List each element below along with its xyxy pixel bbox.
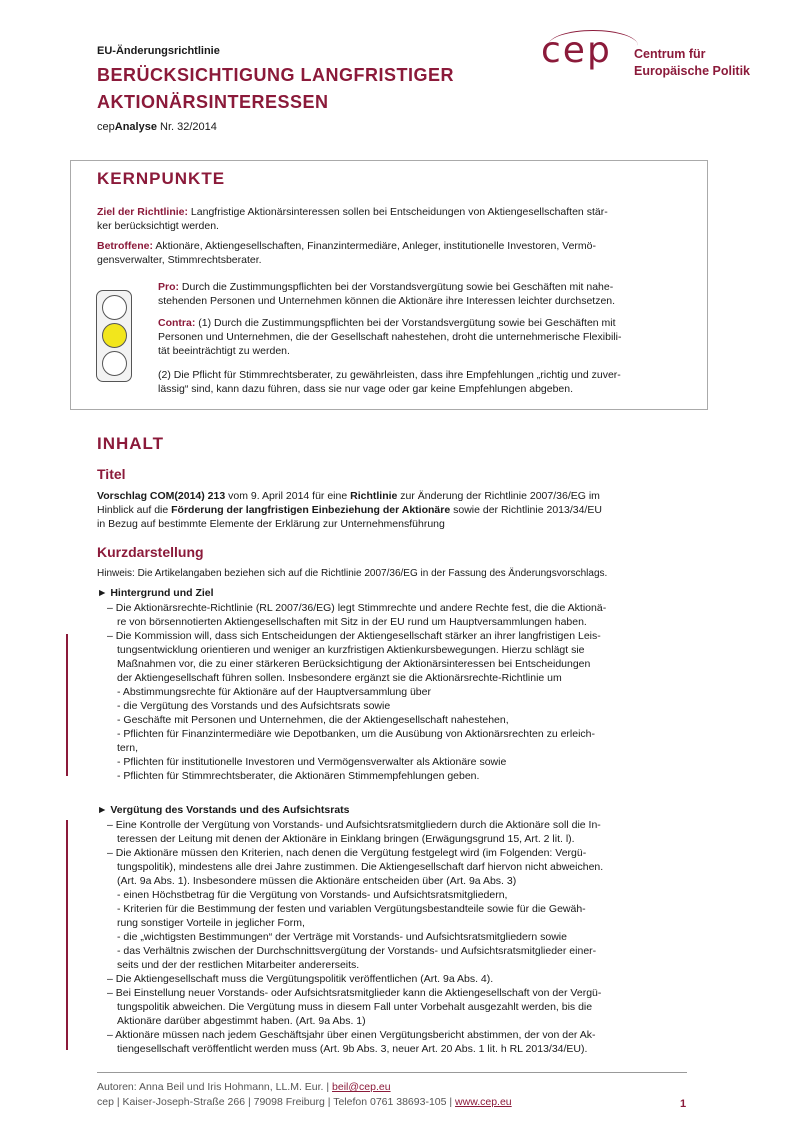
kernpunkte-heading: KERNPUNKTE bbox=[97, 169, 226, 188]
list-line: – Die Aktiengesellschaft muss die Vergütungspolitik veröffentlichen (Art. 9a Abs. 4). bbox=[107, 973, 494, 985]
list-line: – Bei Einstellung neuer Vorstands- oder Aufsichtsratsmitglieder kann die Aktiengesellschaft von der Vergü- bbox=[107, 987, 602, 999]
list-line: Aktionäre darüber abgestimmt haben. (Art. 9a Abs. 1) bbox=[117, 1015, 366, 1027]
list-line: der Aktiengesellschaft führen sollen. Insbesondere ergänzt sie die Aktionärsrechte-Richtlinie um bbox=[117, 672, 562, 684]
kurzdarstellung-heading: Kurzdarstellung bbox=[97, 544, 204, 560]
contra2-paragraph: (2) Die Pflicht für Stimmrechtsberater, zu gewährleisten, dass ihre Empfehlungen „richtig und zuver- lässig“ sind, kann dazu führen, dass sie nur vage oder gar keine Empfehlungen abgeben. bbox=[158, 369, 621, 395]
cep-logo: cep bbox=[541, 30, 612, 71]
verguetung-list bbox=[107, 818, 687, 1056]
list-line: - die Vergütung des Vorstands und des Aufsichtsrats sowie bbox=[117, 700, 391, 712]
titel-heading: Titel bbox=[97, 466, 126, 482]
footer-divider bbox=[97, 1072, 687, 1073]
list-line: - einen Höchstbetrag für die Vergütung von Vorstands- und Aufsichtsratsmitgliedern, bbox=[117, 889, 508, 901]
pro-paragraph: Pro: Durch die Zustimmungspflichten bei der Vorstandsvergütung sowie bei Geschäften mit nahe- stehenden Personen und Unternehmen können die Aktionäre ihre Interessen leichter durchsetzen. bbox=[158, 281, 616, 307]
list-line: tungsentwicklung orientieren und weniger an kurzfristigen Aktienkursbewegungen. Hierzu schlägt sie bbox=[117, 644, 585, 656]
list-line: re von börsennotierten Aktiengesellschaften mit Sitz in der EU rund um Hauptversammlungen haben. bbox=[117, 616, 587, 628]
list-line: - Kriterien für die Bestimmung der festen und variablen Vergütungsbestandteile sowie für die Gewäh- bbox=[117, 903, 586, 915]
list-line: - Abstimmungsrechte für Aktionäre auf der Hauptversammlung über bbox=[117, 686, 431, 698]
list-line: - Geschäfte mit Personen und Unternehmen, die der Aktiengesellschaft nahestehen, bbox=[117, 714, 509, 726]
logo-name: Centrum für Europäische Politik bbox=[634, 47, 751, 78]
list-line: – Aktionäre müssen nach jedem Geschäftsjahr über einen Vergütungsbericht abstimmen, der von der Ak- bbox=[107, 1029, 596, 1041]
section-verguetung: ► Vergütung des Vorstands und des Aufsichtsrats bbox=[97, 804, 350, 816]
list-line: – Die Aktionäre müssen den Kriterien, nach denen die Vergütung festgelegt wird (im Folgenden: Vergü- bbox=[107, 847, 587, 859]
list-line: teressen der Leitung mit denen der Aktionäre in Einklang bringen (Erwägungsgrund 15, Art. 2 lit. l). bbox=[117, 833, 575, 845]
list-line: - das Verhältnis zwischen der Durchschnittsvergütung der Vorstands- und Aufsichtsratsmitglieder einer- bbox=[117, 945, 597, 957]
list-line: – Die Kommission will, dass sich Entscheidungen der Aktiengesellschaft stärker an ihrer langfristigen Leis- bbox=[107, 630, 601, 642]
footer: Autoren: Anna Beil und Iris Hohmann, LL.M. Eur. | beil@cep.eu cep | Kaiser-Joseph-Straße 266 | 79098 Freiburg | Telefon 0761 38693-105 | www.cep.eu bbox=[97, 1081, 512, 1108]
section-hintergrund: ► Hintergrund und Ziel bbox=[97, 587, 214, 599]
list-line: - die „wichtigsten Bestimmungen“ der Verträge mit Vorstands- und Aufsichtsratsmitgliedern sowie bbox=[117, 931, 567, 943]
list-line: seits und der der restlichen Mitarbeiter andererseits. bbox=[117, 959, 360, 971]
inhalt-heading: INHALT bbox=[97, 434, 165, 453]
page-number: 1 bbox=[680, 1098, 687, 1110]
list-line: tiengesellschaft veröffentlicht werden muss (Art. 9b Abs. 3, neuer Art. 20 Abs. 1 lit. h RL 2013/34/EU). bbox=[117, 1043, 588, 1055]
list-line: - Pflichten für institutionelle Investoren und Vermögensverwalter als Aktionäre sowie bbox=[117, 756, 507, 768]
list-line: Maßnahmen vor, die zu einer stärkeren Berücksichtigung der Aktionärsinteressen bei Entscheidungen bbox=[117, 658, 591, 670]
traffic-light-middle bbox=[102, 323, 127, 348]
document-type: EU-Änderungsrichtlinie bbox=[97, 45, 220, 57]
hintergrund-list bbox=[107, 601, 687, 783]
list-line: - Pflichten für Stimmrechtsberater, die Aktionären Stimmempfehlungen geben. bbox=[117, 770, 480, 782]
ziel-paragraph: Ziel der Richtlinie: Langfristige Aktionärsinteressen sollen bei Entscheidungen von Aktiengesellschaften stär- ker berücksichtigt werden. bbox=[97, 206, 608, 232]
list-line: - Pflichten für Finanzintermediäre wie Depotbanken, um die Ausübung von Aktionärsrechten zu erleich- bbox=[117, 728, 596, 740]
list-line: (Art. 9a Abs. 1). Insbesondere müssen die Aktionäre entscheiden über (Art. 9a Abs. 3) bbox=[117, 875, 517, 887]
document-title: BERÜCKSICHTIGUNG LANGFRISTIGER AKTIONÄRSINTERESSEN bbox=[97, 65, 454, 112]
website-link[interactable]: www.cep.eu bbox=[455, 1096, 512, 1108]
list-line: tungspolitik), mindestens alle drei Jahre zustimmen. Die Aktiengesellschaft darf hiervon nicht abweichen. bbox=[117, 861, 604, 873]
betroffene-paragraph: Betroffene: Aktionäre, Aktiengesellschaften, Finanzintermediäre, Anleger, institutionelle Investoren, Vermö- gensverwalter, Stimmrechtsberater. bbox=[97, 240, 597, 266]
list-line: – Die Aktionärsrechte-Richtlinie (RL 2007/36/EG) legt Stimmrechte und andere Rechte fest, die die Aktionä- bbox=[107, 602, 607, 614]
traffic-light-top bbox=[102, 295, 127, 320]
list-line: rung sonstiger Vorteile in jeglicher Form, bbox=[117, 917, 305, 929]
titel-text: Vorschlag COM(2014) 213 vom 9. April 2014 für eine Richtlinie zur Änderung der Richtlinie 2007/36/EG im Hinblick auf die Förderung der langfristigen Einbeziehung der Aktionäre sowie der Richtlinie 2013/34/EU in Bezug auf bestimmte Elemente der Erklärung zur Unternehmensführung bbox=[97, 490, 602, 530]
email-link[interactable]: beil@cep.eu bbox=[332, 1081, 391, 1093]
contra-paragraph: Contra: (1) Durch die Zustimmungspflichten bei der Vorstandsvergütung sowie bei Geschäften mit Personen und Unternehmen, die der Gesellschaft nahestehen, droht die unternehmerische Flexibili- tät beeinträchtigt zu werden. bbox=[158, 317, 622, 357]
analysis-number: cepAnalyse Nr. 32/2014 bbox=[97, 121, 217, 133]
traffic-light-icon bbox=[96, 290, 132, 382]
margin-marker-2 bbox=[66, 820, 68, 1050]
traffic-light-bottom bbox=[102, 351, 127, 376]
margin-marker bbox=[66, 634, 68, 776]
list-line: tungspolitik abweichen. Die Vergütung muss in diesem Fall unter Vorbehalt ausgezahlt werden, bis die bbox=[117, 1001, 593, 1013]
list-line: – Eine Kontrolle der Vergütung von Vorstands- und Aufsichtsratsmitgliedern durch die Aktionäre soll die In- bbox=[107, 819, 601, 831]
list-line: tern, bbox=[117, 742, 139, 754]
hinweis-note: Hinweis: Die Artikelangaben beziehen sich auf die Richtlinie 2007/36/EG in der Fassung des Änderungsvorschlags. bbox=[97, 568, 608, 579]
